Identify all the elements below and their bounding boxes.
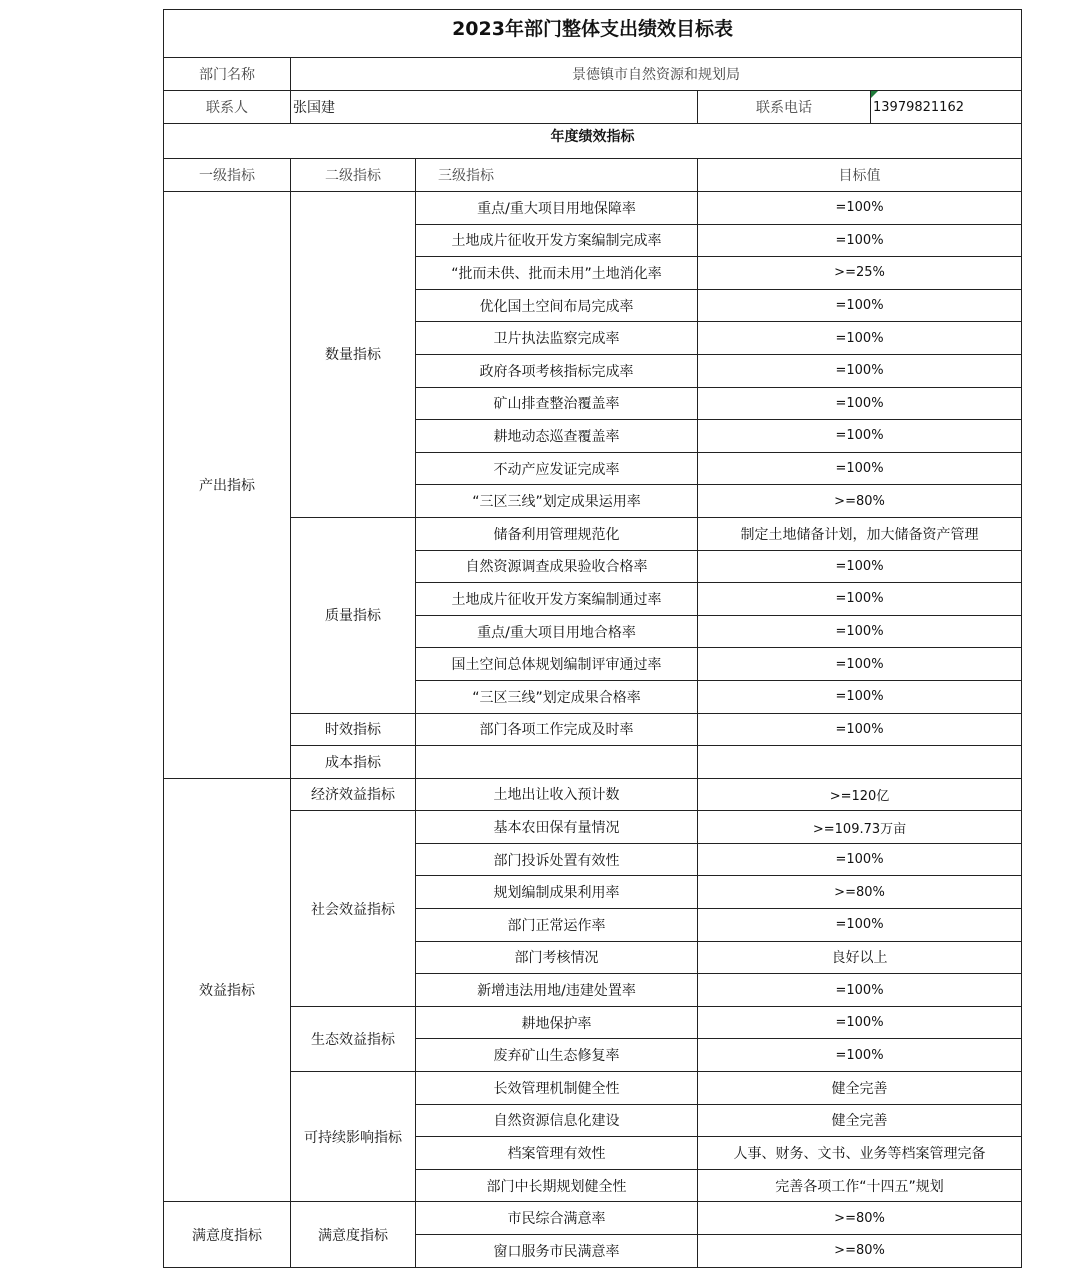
phone-value: 13979821162	[871, 91, 1022, 124]
level3-cell: 国土空间总体规划编制评审通过率	[416, 648, 698, 681]
target-cell: 人事、财务、文书、业务等档案管理完备	[698, 1137, 1022, 1170]
target-cell: =100%	[698, 615, 1022, 648]
level1-cell: 满意度指标	[164, 1202, 291, 1267]
level1-cell: 产出指标	[164, 192, 291, 779]
target-cell: =100%	[698, 843, 1022, 876]
level2-cell: 时效指标	[291, 713, 416, 746]
contact-label: 联系人	[164, 91, 291, 124]
level3-cell: 市民综合满意率	[416, 1202, 698, 1235]
table-row	[164, 713, 1022, 746]
level3-cell: 自然资源信息化建设	[416, 1104, 698, 1137]
header-level1: 一级指标	[164, 159, 291, 192]
dept-value: 景德镇市自然资源和规划局	[291, 58, 1022, 91]
table-row	[164, 746, 1022, 779]
level3-cell: 长效管理机制健全性	[416, 1072, 698, 1105]
performance-target-table	[163, 9, 1022, 1268]
level2-cell: 社会效益指标	[291, 811, 416, 1007]
level3-cell: “批而未供、批而未用”土地消化率	[416, 257, 698, 290]
target-cell: =100%	[698, 354, 1022, 387]
target-cell: =100%	[698, 713, 1022, 746]
level3-cell: 规划编制成果利用率	[416, 876, 698, 909]
target-cell: >=80%	[698, 1235, 1022, 1268]
header-level3: 三级指标	[416, 159, 698, 192]
target-cell: >=80%	[698, 1202, 1022, 1235]
target-cell: =100%	[698, 1006, 1022, 1039]
level3-cell: 储备利用管理规范化	[416, 517, 698, 550]
dept-label: 部门名称	[164, 58, 291, 91]
table-row	[164, 811, 1022, 844]
header-level2: 二级指标	[291, 159, 416, 192]
target-cell: 完善各项工作“十四五”规划	[698, 1169, 1022, 1202]
level3-cell: 部门正常运作率	[416, 909, 698, 942]
target-cell: 良好以上	[698, 941, 1022, 974]
table-row	[164, 1006, 1022, 1039]
target-cell: >=80%	[698, 485, 1022, 518]
table-title: 2023年部门整体支出绩效目标表	[164, 10, 1022, 58]
target-cell: >=80%	[698, 876, 1022, 909]
level1-cell: 效益指标	[164, 778, 291, 1202]
target-cell: =100%	[698, 550, 1022, 583]
phone-label: 联系电话	[698, 91, 871, 124]
target-cell: 制定土地储备计划，加大储备资产管理	[698, 517, 1022, 550]
target-cell: 健全完善	[698, 1072, 1022, 1105]
level3-cell: “三区三线”划定成果合格率	[416, 680, 698, 713]
header-target: 目标值	[698, 159, 1022, 192]
target-cell: =100%	[698, 322, 1022, 355]
target-cell: =100%	[698, 289, 1022, 322]
target-cell	[698, 746, 1022, 779]
target-cell: =100%	[698, 680, 1022, 713]
target-cell: =100%	[698, 648, 1022, 681]
level2-cell: 可持续影响指标	[291, 1072, 416, 1202]
level3-cell: 耕地保护率	[416, 1006, 698, 1039]
target-cell: =100%	[698, 1039, 1022, 1072]
level3-cell: 耕地动态巡查覆盖率	[416, 420, 698, 453]
level3-cell: “三区三线”划定成果运用率	[416, 485, 698, 518]
table-row	[164, 517, 1022, 550]
level2-cell: 满意度指标	[291, 1202, 416, 1267]
level3-cell: 重点/重大项目用地保障率	[416, 192, 698, 225]
level3-cell	[416, 746, 698, 779]
target-cell: >=120亿	[698, 778, 1022, 811]
level3-cell: 不动产应发证完成率	[416, 452, 698, 485]
level3-cell: 基本农田保有量情况	[416, 811, 698, 844]
level3-cell: 土地成片征收开发方案编制通过率	[416, 583, 698, 616]
level3-cell: 政府各项考核指标完成率	[416, 354, 698, 387]
target-cell: >=25%	[698, 257, 1022, 290]
level2-cell: 成本指标	[291, 746, 416, 779]
level3-cell: 新增违法用地/违建处置率	[416, 974, 698, 1007]
level2-cell: 经济效益指标	[291, 778, 416, 811]
level3-cell: 卫片执法监察完成率	[416, 322, 698, 355]
level3-cell: 自然资源调查成果验收合格率	[416, 550, 698, 583]
level2-cell: 数量指标	[291, 192, 416, 518]
level3-cell: 窗口服务市民满意率	[416, 1235, 698, 1268]
level2-cell: 质量指标	[291, 517, 416, 713]
table-row	[164, 1072, 1022, 1105]
target-cell: =100%	[698, 974, 1022, 1007]
level3-cell: 废弃矿山生态修复率	[416, 1039, 698, 1072]
target-cell: >=109.73万亩	[698, 811, 1022, 844]
level3-cell: 矿山排查整治覆盖率	[416, 387, 698, 420]
level3-cell: 部门中长期规划健全性	[416, 1169, 698, 1202]
level3-cell: 重点/重大项目用地合格率	[416, 615, 698, 648]
target-cell: =100%	[698, 909, 1022, 942]
level2-cell: 生态效益指标	[291, 1006, 416, 1071]
target-cell: =100%	[698, 387, 1022, 420]
level3-cell: 部门考核情况	[416, 941, 698, 974]
level3-cell: 土地出让收入预计数	[416, 778, 698, 811]
section-title: 年度绩效指标	[164, 124, 1022, 159]
target-cell: =100%	[698, 583, 1022, 616]
target-cell: =100%	[698, 224, 1022, 257]
target-cell: =100%	[698, 420, 1022, 453]
table-row	[164, 1202, 1022, 1235]
level3-cell: 部门各项工作完成及时率	[416, 713, 698, 746]
table-row	[164, 778, 1022, 811]
target-cell: =100%	[698, 452, 1022, 485]
level3-cell: 优化国土空间布局完成率	[416, 289, 698, 322]
level3-cell: 部门投诉处置有效性	[416, 843, 698, 876]
target-cell: =100%	[698, 192, 1022, 225]
target-cell: 健全完善	[698, 1104, 1022, 1137]
table-row	[164, 192, 1022, 225]
contact-value: 张国建	[291, 91, 698, 124]
level3-cell: 土地成片征收开发方案编制完成率	[416, 224, 698, 257]
level3-cell: 档案管理有效性	[416, 1137, 698, 1170]
